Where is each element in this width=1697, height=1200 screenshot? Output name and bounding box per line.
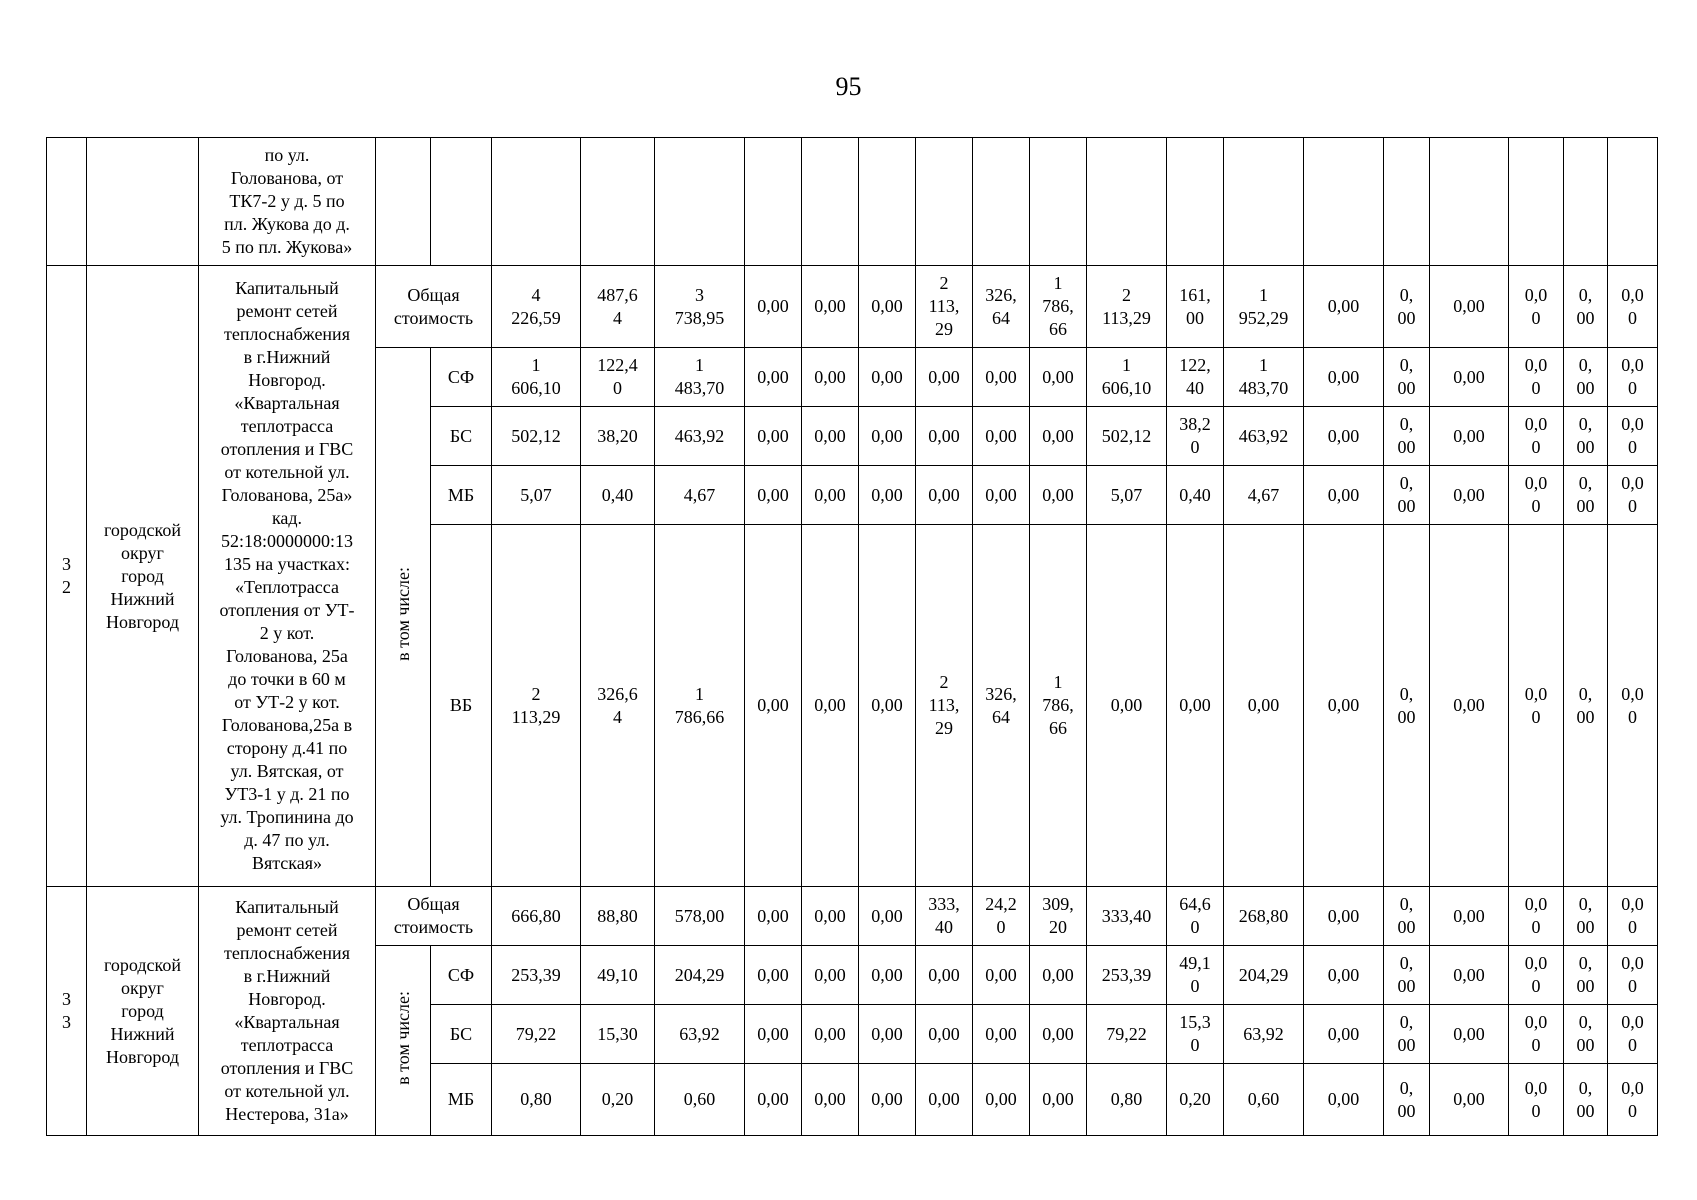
value-cell: 0,00 <box>973 348 1030 407</box>
funding-source-label: МБ <box>431 466 492 525</box>
value-cell: 1 786,66 <box>655 525 745 887</box>
value-cell: 1 786, 66 <box>1030 525 1087 887</box>
value-cell: 0,0 0 <box>1509 266 1564 348</box>
section-description: Капитальный ремонт сетей теплоснабжения в г.Нижний Новгород. «Квартальная теплотрасса отопления и ГВС от котельной ул. Голованова, 25а» кад. 52:18:0000000:13 135 на участках: «Теплотрасса отопления от УТ- 2 у кот. Голованова, 25а до точки в 60 м от УТ-2 у кот. Голованова,25а в сторону д.41 по ул. Вятская, от УТ3-1 у д. 21 по ул. Тропинина до д. 47 по ул. Вятская» <box>199 266 376 887</box>
value-cell: 2 113, 29 <box>916 525 973 887</box>
value-cell: 0,00 <box>745 407 802 466</box>
value-cell: 0, 00 <box>1564 348 1608 407</box>
index-cell <box>47 138 87 266</box>
value-cell: 326,6 4 <box>581 525 655 887</box>
funding-source-label: ВБ <box>431 525 492 887</box>
section-total-row <box>47 266 1658 348</box>
funding-source-label: МБ <box>431 1064 492 1136</box>
value-cell: 0,80 <box>1087 1064 1167 1136</box>
value-cell: 0,00 <box>1430 887 1509 946</box>
value-cell: 3 738,95 <box>655 266 745 348</box>
value-cell: 0,00 <box>859 946 916 1005</box>
value-cell: 0,00 <box>1430 348 1509 407</box>
value-cell: 0, 00 <box>1564 525 1608 887</box>
value-cell: 333,40 <box>1087 887 1167 946</box>
value-cell: 0,00 <box>1430 407 1509 466</box>
value-cell: 0,00 <box>1304 266 1384 348</box>
value-cell: 0,00 <box>859 466 916 525</box>
value-cell: 0,0 0 <box>1509 525 1564 887</box>
funding-source-label: БС <box>431 1005 492 1064</box>
value-cell: 0,0 0 <box>1509 407 1564 466</box>
value-cell: 0,00 <box>1030 946 1087 1005</box>
value-cell: 0,0 0 <box>1608 1005 1658 1064</box>
empty-cell <box>1030 138 1087 266</box>
value-cell: 5,07 <box>492 466 581 525</box>
value-cell: 0,00 <box>802 348 859 407</box>
value-cell: 0,00 <box>1304 348 1384 407</box>
value-cell: 88,80 <box>581 887 655 946</box>
value-cell: 0,0 0 <box>1608 525 1658 887</box>
value-cell: 0,00 <box>1430 1064 1509 1136</box>
section-index: 3 2 <box>47 266 87 887</box>
value-cell: 0, 00 <box>1384 525 1430 887</box>
section-index: 3 3 <box>47 887 87 1136</box>
value-cell: 0,00 <box>745 1064 802 1136</box>
value-cell: 0, 00 <box>1564 407 1608 466</box>
value-cell: 0,00 <box>859 266 916 348</box>
empty-cell <box>1167 138 1224 266</box>
value-cell: 0,0 0 <box>1608 466 1658 525</box>
value-cell: 0,0 0 <box>1509 466 1564 525</box>
value-cell: 0,00 <box>1030 466 1087 525</box>
including-label: в том числе: <box>392 567 413 661</box>
value-cell: 0,0 0 <box>1509 1064 1564 1136</box>
value-cell: 1 786, 66 <box>1030 266 1087 348</box>
section-total-row <box>47 887 1658 946</box>
value-cell: 0,00 <box>1304 466 1384 525</box>
value-cell: 0,00 <box>802 1064 859 1136</box>
value-cell: 38,2 0 <box>1167 407 1224 466</box>
value-cell: 161, 00 <box>1167 266 1224 348</box>
value-cell: 0,00 <box>802 946 859 1005</box>
value-cell: 0,00 <box>859 1064 916 1136</box>
value-cell: 4 226,59 <box>492 266 581 348</box>
empty-cell <box>1608 138 1658 266</box>
value-cell: 63,92 <box>1224 1005 1304 1064</box>
value-cell: 5,07 <box>1087 466 1167 525</box>
including-label-cell <box>376 348 431 887</box>
empty-cell <box>1509 138 1564 266</box>
value-cell: 0,00 <box>1430 266 1509 348</box>
value-cell: 0, 00 <box>1564 946 1608 1005</box>
value-cell: 0,0 0 <box>1608 266 1658 348</box>
value-cell: 0,0 0 <box>1608 348 1658 407</box>
value-cell: 0,60 <box>655 1064 745 1136</box>
value-cell: 0, 00 <box>1384 946 1430 1005</box>
value-cell: 502,12 <box>1087 407 1167 466</box>
value-cell: 0,0 0 <box>1509 887 1564 946</box>
value-cell: 2 113,29 <box>492 525 581 887</box>
value-cell: 0, 00 <box>1384 1005 1430 1064</box>
including-label-cell <box>376 946 431 1136</box>
value-cell: 0,00 <box>1304 1005 1384 1064</box>
value-cell: 15,30 <box>581 1005 655 1064</box>
continuation-row <box>47 138 1658 266</box>
value-cell: 0, 00 <box>1384 1064 1430 1136</box>
value-cell: 578,00 <box>655 887 745 946</box>
funding-source-label: СФ <box>431 348 492 407</box>
empty-cell <box>1224 138 1304 266</box>
value-cell: 1 952,29 <box>1224 266 1304 348</box>
empty-cell <box>431 138 492 266</box>
value-cell: 0, 00 <box>1564 466 1608 525</box>
value-cell: 0,00 <box>1430 1005 1509 1064</box>
total-label: Общая стоимость <box>376 887 492 946</box>
section-description: Капитальный ремонт сетей теплоснабжения в г.Нижний Новгород. «Квартальная теплотрасса отопления и ГВС от котельной ул. Нестерова, 31а» <box>199 887 376 1136</box>
value-cell: 24,2 0 <box>973 887 1030 946</box>
section-entity: городской округ город Нижний Новгород <box>87 266 199 887</box>
empty-cell <box>859 138 916 266</box>
value-cell: 0,20 <box>1167 1064 1224 1136</box>
value-cell: 0,00 <box>859 887 916 946</box>
value-cell: 0,00 <box>1304 1064 1384 1136</box>
value-cell: 0,00 <box>973 1064 1030 1136</box>
value-cell: 0,00 <box>745 525 802 887</box>
value-cell: 0,00 <box>1087 525 1167 887</box>
value-cell: 122, 40 <box>1167 348 1224 407</box>
value-cell: 0,0 0 <box>1509 946 1564 1005</box>
value-cell: 0,00 <box>1030 348 1087 407</box>
value-cell: 0,40 <box>581 466 655 525</box>
value-cell: 64,6 0 <box>1167 887 1224 946</box>
table-body <box>47 138 1658 1136</box>
value-cell: 253,39 <box>1087 946 1167 1005</box>
value-cell: 38,20 <box>581 407 655 466</box>
value-cell: 0,60 <box>1224 1064 1304 1136</box>
value-cell: 0,0 0 <box>1608 887 1658 946</box>
value-cell: 463,92 <box>1224 407 1304 466</box>
value-cell: 0,00 <box>745 1005 802 1064</box>
value-cell: 63,92 <box>655 1005 745 1064</box>
value-cell: 0,00 <box>859 348 916 407</box>
entity-cell <box>87 138 199 266</box>
value-cell: 333, 40 <box>916 887 973 946</box>
value-cell: 0,00 <box>973 466 1030 525</box>
value-cell: 0, 00 <box>1564 1064 1608 1136</box>
value-cell: 0,00 <box>1224 525 1304 887</box>
value-cell: 0, 00 <box>1384 348 1430 407</box>
page-number: 95 <box>835 72 862 101</box>
value-cell: 0,00 <box>745 348 802 407</box>
value-cell: 309, 20 <box>1030 887 1087 946</box>
value-cell: 0,20 <box>581 1064 655 1136</box>
value-cell: 0,00 <box>1304 946 1384 1005</box>
value-cell: 122,4 0 <box>581 348 655 407</box>
value-cell: 0, 00 <box>1384 887 1430 946</box>
value-cell: 0,00 <box>1304 887 1384 946</box>
value-cell: 487,6 4 <box>581 266 655 348</box>
budget-table <box>46 137 1658 1136</box>
value-cell: 2 113, 29 <box>916 266 973 348</box>
value-cell: 0, 00 <box>1384 466 1430 525</box>
value-cell: 49,1 0 <box>1167 946 1224 1005</box>
value-cell: 0,00 <box>916 407 973 466</box>
value-cell: 1 483,70 <box>655 348 745 407</box>
value-cell: 0,00 <box>802 1005 859 1064</box>
value-cell: 1 606,10 <box>1087 348 1167 407</box>
empty-cell <box>802 138 859 266</box>
empty-cell <box>1304 138 1384 266</box>
empty-cell <box>1430 138 1509 266</box>
value-cell: 49,10 <box>581 946 655 1005</box>
value-cell: 0,00 <box>916 348 973 407</box>
value-cell: 0,80 <box>492 1064 581 1136</box>
value-cell: 326, 64 <box>973 266 1030 348</box>
value-cell: 0,00 <box>802 466 859 525</box>
value-cell: 0,00 <box>859 525 916 887</box>
value-cell: 4,67 <box>1224 466 1304 525</box>
value-cell: 79,22 <box>1087 1005 1167 1064</box>
value-cell: 4,67 <box>655 466 745 525</box>
value-cell: 1 606,10 <box>492 348 581 407</box>
value-cell: 0,00 <box>973 1005 1030 1064</box>
value-cell: 0,40 <box>1167 466 1224 525</box>
value-cell: 0,00 <box>1030 407 1087 466</box>
value-cell: 0,00 <box>916 946 973 1005</box>
value-cell: 0,00 <box>1030 1005 1087 1064</box>
value-cell: 2 113,29 <box>1087 266 1167 348</box>
value-cell: 0,00 <box>916 1064 973 1136</box>
value-cell: 0,00 <box>859 1005 916 1064</box>
value-cell: 204,29 <box>655 946 745 1005</box>
empty-cell <box>745 138 802 266</box>
value-cell: 204,29 <box>1224 946 1304 1005</box>
value-cell: 1 483,70 <box>1224 348 1304 407</box>
value-cell: 0,00 <box>802 266 859 348</box>
value-cell: 0,00 <box>802 887 859 946</box>
value-cell: 0,00 <box>1304 407 1384 466</box>
value-cell: 0,00 <box>802 407 859 466</box>
value-cell: 0,00 <box>916 466 973 525</box>
value-cell: 0, 00 <box>1564 266 1608 348</box>
empty-cell <box>1087 138 1167 266</box>
value-cell: 0,0 0 <box>1608 1064 1658 1136</box>
value-cell: 502,12 <box>492 407 581 466</box>
value-cell: 79,22 <box>492 1005 581 1064</box>
value-cell: 0, 00 <box>1564 1005 1608 1064</box>
value-cell: 0,00 <box>1167 525 1224 887</box>
value-cell: 268,80 <box>1224 887 1304 946</box>
including-label: в том числе: <box>392 990 413 1085</box>
value-cell: 0,00 <box>1430 525 1509 887</box>
value-cell: 15,3 0 <box>1167 1005 1224 1064</box>
empty-cell <box>492 138 581 266</box>
value-cell: 0,00 <box>859 407 916 466</box>
empty-cell <box>655 138 745 266</box>
value-cell: 0,00 <box>973 407 1030 466</box>
funding-source-label: СФ <box>431 946 492 1005</box>
value-cell: 0, 00 <box>1384 266 1430 348</box>
value-cell: 326, 64 <box>973 525 1030 887</box>
value-cell: 0,0 0 <box>1608 407 1658 466</box>
empty-cell <box>1384 138 1430 266</box>
value-cell: 0,00 <box>802 525 859 887</box>
value-cell: 253,39 <box>492 946 581 1005</box>
value-cell: 0,00 <box>745 946 802 1005</box>
value-cell: 0, 00 <box>1564 887 1608 946</box>
value-cell: 0,0 0 <box>1509 348 1564 407</box>
description-cell: по ул. Голованова, от ТК7-2 у д. 5 по пл. Жукова до д. 5 по пл. Жукова» <box>199 138 376 266</box>
value-cell: 0,00 <box>745 887 802 946</box>
section-entity: городской округ город Нижний Новгород <box>87 887 199 1136</box>
empty-cell <box>1564 138 1608 266</box>
value-cell: 463,92 <box>655 407 745 466</box>
empty-cell <box>916 138 973 266</box>
empty-cell <box>973 138 1030 266</box>
value-cell: 0, 00 <box>1384 407 1430 466</box>
empty-cell <box>376 138 431 266</box>
value-cell: 0,00 <box>1030 1064 1087 1136</box>
value-cell: 0,00 <box>1304 525 1384 887</box>
total-label: Общая стоимость <box>376 266 492 348</box>
empty-cell <box>581 138 655 266</box>
value-cell: 0,00 <box>1430 946 1509 1005</box>
value-cell: 0,0 0 <box>1509 1005 1564 1064</box>
value-cell: 0,00 <box>745 466 802 525</box>
value-cell: 0,00 <box>1430 466 1509 525</box>
value-cell: 0,0 0 <box>1608 946 1658 1005</box>
value-cell: 0,00 <box>916 1005 973 1064</box>
value-cell: 0,00 <box>973 946 1030 1005</box>
value-cell: 0,00 <box>745 266 802 348</box>
funding-source-label: БС <box>431 407 492 466</box>
value-cell: 666,80 <box>492 887 581 946</box>
